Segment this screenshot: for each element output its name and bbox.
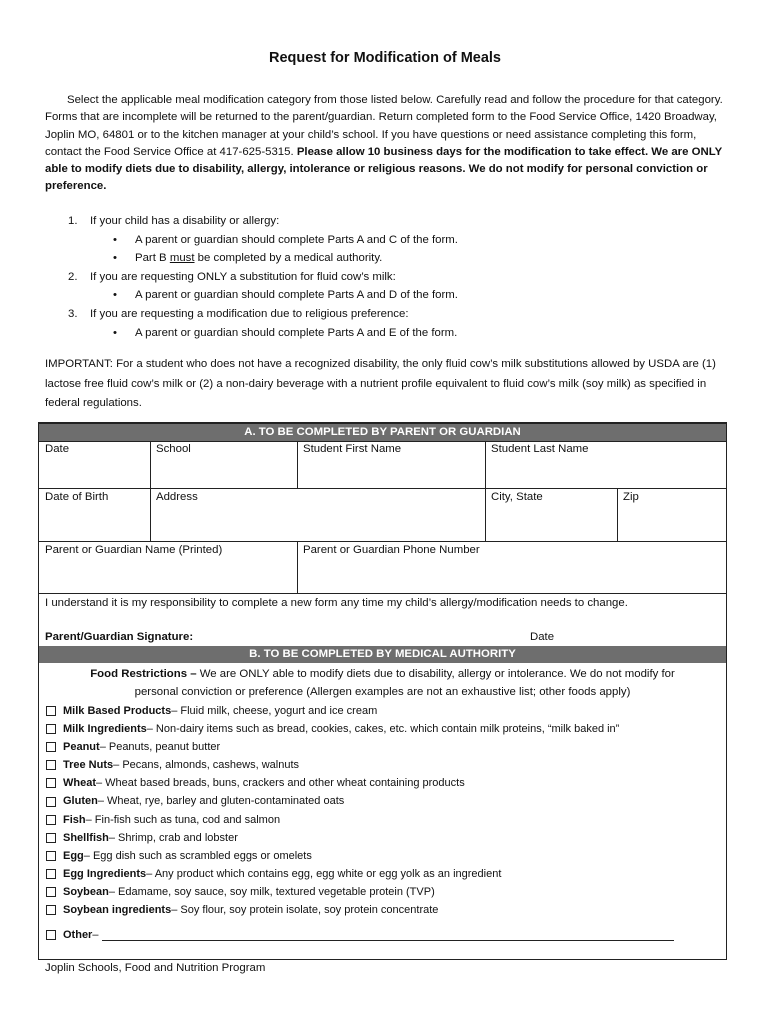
food-restrictions-intro [39,666,726,701]
allergen-description: – Fluid milk, cheese, yogurt and ice cream [171,705,378,717]
other-label: Other [63,929,93,942]
step-text: If your child has a disability or allergy: [90,215,280,227]
allergen-item [46,811,674,829]
student-last-name-field[interactable]: Student Last Name [491,443,589,455]
checkbox[interactable] [46,833,56,843]
allergen-item [46,792,674,810]
bullet-underlined-word: must [169,252,195,265]
step-3 [68,305,458,324]
intro-bold-text: Please allow 10 business days for the modification to take effect. We are ONLY able to modify diets due to disability, allergy, intolerance or religious reasons. We do not modify for personal conviction or preference. [45,145,722,193]
divider [39,541,726,542]
checkbox[interactable] [46,815,56,825]
page-title: Request for Modification of Meals [268,50,501,66]
allergen-item [46,702,674,720]
date-field[interactable]: Date [45,443,70,455]
allergen-name: Gluten [63,795,98,808]
guardian-signature-field[interactable]: Parent/Guardian Signature: [45,631,194,643]
important-note: IMPORTANT: For a student who does not have a recognized disability, the only fluid cow’s milk substitutions allowed by USDA are (1) lactose free fluid cow’s milk or (2) a non-dairy beverage with a nutrient profile equivalent to fluid cow’s milk (soy milk) as specified in federal regulations. [45,358,716,409]
address-field[interactable]: Address [156,491,198,503]
checkbox[interactable] [46,930,56,940]
divider [150,441,151,488]
step-number: 3. [68,307,78,320]
allergen-name: Wheat [63,777,96,790]
divider [485,488,486,541]
allergen-description: – Fin-fish such as tuna, cod and salmon [85,813,281,826]
city-state-field[interactable]: City, State [491,491,543,503]
checkbox[interactable] [46,724,56,734]
allergen-item-other [46,926,674,944]
food-restrictions-text: We are ONLY able to modify diets due to disability, allergy or intolerance. We do not modify for [196,668,675,680]
checkbox[interactable] [46,797,56,807]
bullet-item [113,249,458,268]
bullet-text: A parent or guardian should complete Parts A and E of the form. [135,326,458,339]
allergen-description: – Non-dairy items such as bread, cookies, cakes, etc. which contain milk proteins, “milk baked in” [146,723,620,736]
allergen-item [46,901,674,919]
allergen-description: – Egg dish such as scrambled eggs or omelets [83,849,312,862]
checkbox[interactable] [46,760,56,770]
allergen-name: Shellfish [63,831,109,844]
checkbox[interactable] [46,778,56,788]
divider [485,441,486,488]
bullet-text: A parent or guardian should complete Parts A and C of the form. [135,233,458,246]
checkbox[interactable] [46,869,56,879]
allergen-description: – Soy flour, soy protein isolate, soy protein concentrate [171,904,439,917]
allergen-name: Peanut [63,741,100,754]
bullet-icon: • [113,326,117,339]
checkbox[interactable] [46,742,56,752]
bullet-text-part: be completed by a medical authority. [194,252,383,265]
allergen-description: – Wheat based breads, buns, crackers and other wheat containing products [96,777,465,790]
divider [297,441,298,488]
signature-date-field[interactable]: Date [530,631,555,643]
footer-text: Joplin Schools, Food and Nutrition Program [45,962,266,974]
school-field[interactable]: School [156,443,191,455]
allergen-description: – Wheat, rye, barley and gluten-contaminated oats [97,795,345,808]
food-restrictions-label: Food Restrictions – [90,668,197,680]
intro-text: Select the applicable meal modification category from those listed below. Carefully read and follow the procedure for that category. Forms that are incomplete will be returned to the parent/guardian. Return completed form to the Food Service Office, 1420 Broadway, Joplin MO, 64801 or to the kitchen manager at your child’s school. If you have questions or need assistance completing this form, contact the Food Service Office at 417-625-5315. [45,94,723,158]
allergen-name: Egg Ingredients [63,867,147,880]
checkbox[interactable] [46,706,56,716]
allergen-name: Milk Based Products [63,705,172,717]
divider [150,488,151,541]
guardian-name-field[interactable]: Parent or Guardian Name (Printed) [45,544,223,556]
allergen-checklist [46,702,674,944]
allergen-item [46,883,674,901]
instruction-steps [68,212,458,342]
other-dash: – [92,929,99,942]
guardian-phone-field[interactable]: Parent or Guardian Phone Number [303,544,480,556]
allergen-item [46,865,674,883]
allergen-name: Tree Nuts [63,759,114,772]
allergen-item [46,720,674,738]
bullet-icon: • [113,252,117,265]
bullet-text: A parent or guardian should complete Parts A and D of the form. [135,289,458,302]
divider [39,441,726,442]
bullet-text-part: Part B [135,252,170,265]
step-number: 2. [68,270,78,283]
allergen-description: – Shrimp, crab and lobster [108,831,238,844]
allergen-item [46,847,674,865]
step-2 [68,268,458,287]
allergen-description: – Any product which contains egg, egg white or egg yolk as an ingredient [146,867,502,880]
allergen-item [46,829,674,847]
allergen-name: Soybean [63,885,109,898]
step-text: If you are requesting ONLY a substitution for fluid cow’s milk: [90,270,396,283]
bullet-item [113,231,458,250]
allergen-item [46,756,674,774]
bullet-text [135,249,382,268]
divider [39,488,726,489]
intro-paragraph [45,92,725,196]
checkbox[interactable] [46,905,56,915]
step-1 [68,212,458,231]
bullet-icon: • [113,289,117,302]
bullet-item [113,324,458,343]
step-text: If you are requesting a modification due to religious preference: [90,307,409,320]
allergen-description: – Peanuts, peanut butter [99,741,221,754]
step-number: 1. [68,215,78,227]
checkbox[interactable] [46,851,56,861]
food-restrictions-text-2: personal conviction or preference (Allergen examples are not an exhaustive list; other foods apply) [134,685,631,698]
date-of-birth-field[interactable]: Date of Birth [45,491,109,503]
allergen-item [46,738,674,756]
responsibility-statement: I understand it is my responsibility to complete a new form any time my child’s allergy/modification needs to change. [45,597,628,609]
allergen-description: – Edamame, soy sauce, soy milk, textured vegetable protein (TVP) [108,885,435,898]
divider [39,593,726,594]
allergen-name: Milk Ingredients [63,723,147,736]
zip-field[interactable]: Zip [623,491,639,503]
student-first-name-field[interactable]: Student First Name [303,443,402,455]
section-b-header: B. TO BE COMPLETED BY MEDICAL AUTHORITY [39,646,726,663]
other-input-line[interactable] [102,929,674,941]
section-a-header: A. TO BE COMPLETED BY PARENT OR GUARDIAN [39,424,726,441]
divider [617,488,618,541]
divider [297,541,298,593]
allergen-item [46,774,674,792]
allergen-description: – Pecans, almonds, cashews, walnuts [113,759,300,772]
bullet-item [113,286,458,305]
allergen-name: Fish [63,813,86,826]
bullet-icon: • [113,233,117,246]
allergen-name: Egg [63,849,84,862]
allergen-name: Soybean ingredients [63,904,172,917]
checkbox[interactable] [46,887,56,897]
request-form [38,422,727,960]
